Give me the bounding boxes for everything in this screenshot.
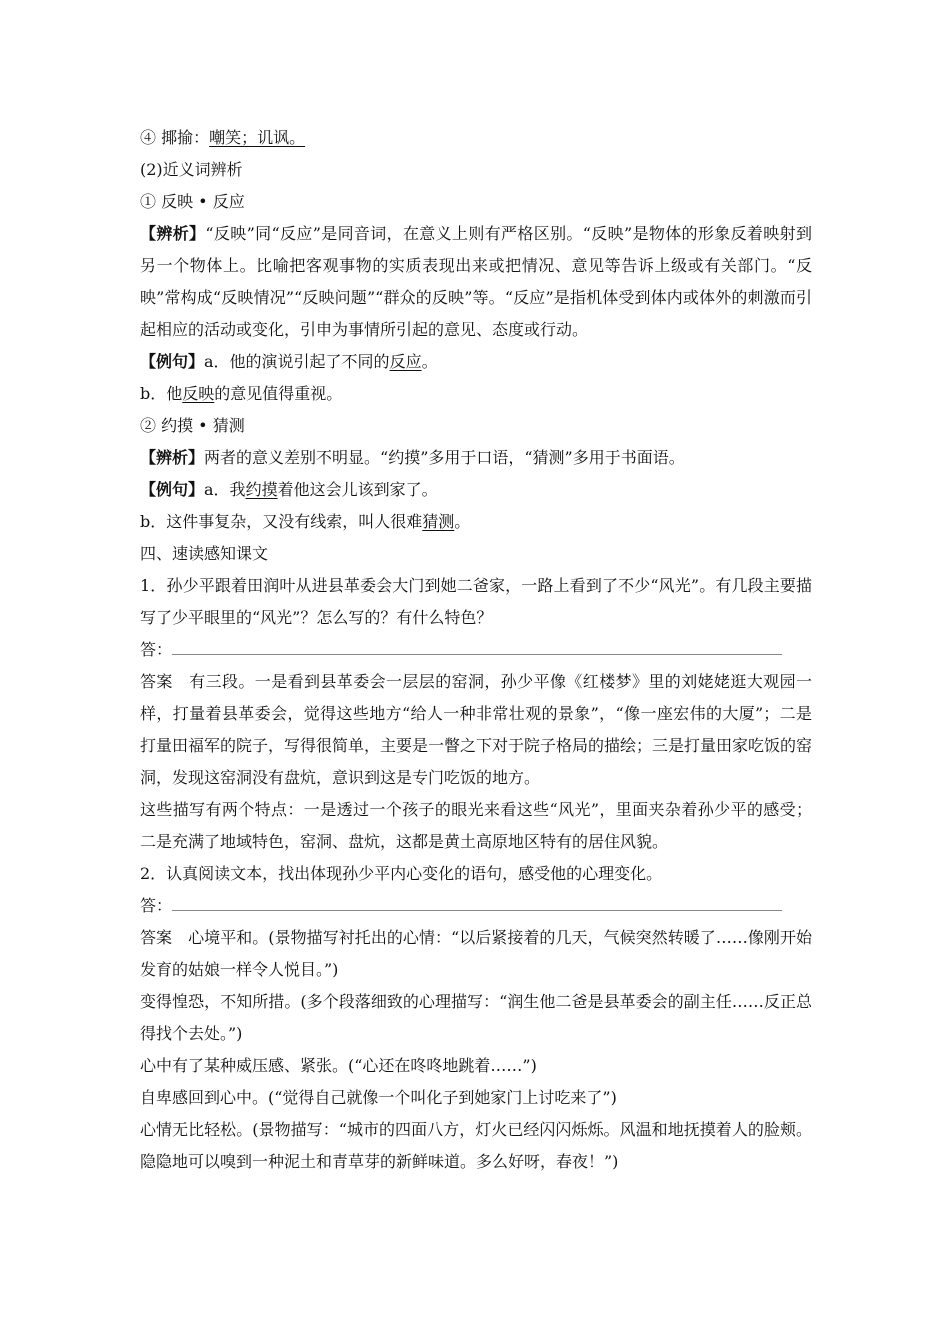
answer-line-2: 答： bbox=[140, 890, 812, 922]
answer-2-b: 变得惶恐，不知所措。(多个段落细致的心理描写：“润生他二爸是县革委会的副主任……反正总得找个去处。”) bbox=[140, 992, 812, 1043]
question-1: 1．孙少平跟着田润叶从进县革委会大门到她二爸家，一路上看到了不少“风光”。有几段主要描写了少平眼里的“风光”？怎么写的？有什么特色？ bbox=[140, 576, 812, 627]
analysis-1: 【辨析】“反映”同“反应”是同音词，在意义上则有严格区别。“反映”是物体的形象反着映射到另一个物体上。比喻把客观事物的实质表现出来或把情况、意见等告诉上级或有关部门。“反映”常构成“反映情况”“反映问题”“群众的反映”等。“反应”是指机体受到体内或体外的刺激而引起相应的活动或变化，引申为事情所引起的意见、态度或行动。 bbox=[140, 224, 812, 339]
answer-line-1: 答： bbox=[140, 634, 812, 666]
answer-2-d: 自卑感回到心中。(“觉得自己就像一个叫化子到她家门上讨吃来了”) bbox=[140, 1088, 617, 1107]
answer-2-e: 心情无比轻松。(景物描写：“城市的四面八方，灯火已经闪闪烁烁。风温和地抚摸着人的脸颊。隐隐地可以嗅到一种泥土和青草芽的新鲜味道。多么好呀，春夜！”) bbox=[140, 1120, 812, 1171]
example-2a: 【例句】a．我约摸着他这会儿该到家了。 bbox=[140, 480, 438, 499]
analysis-2: 【辨析】两者的意义差别不明显。“约摸”多用于口语，“猜测”多用于书面语。 bbox=[140, 448, 685, 467]
question-2: 2．认真阅读文本，找出体现孙少平内心变化的语句，感受他的心理变化。 bbox=[140, 864, 663, 883]
analysis-tag: 【辨析】 bbox=[140, 224, 206, 243]
synonym-pair-1: ① 反映 • 反应 bbox=[140, 192, 245, 211]
section-synonyms: (2)近义词辨析 bbox=[140, 160, 243, 179]
answer-2-c: 心中有了某种威压感、紧张。(“心还在咚咚地跳着……”) bbox=[140, 1056, 537, 1075]
document-page bbox=[140, 122, 812, 1178]
vocab-item-4: ④ 揶揄：嘲笑；讥讽。 bbox=[140, 128, 306, 147]
answer-blank[interactable] bbox=[172, 636, 782, 655]
synonym-pair-2: ② 约摸 • 猜测 bbox=[140, 416, 245, 435]
example-tag: 【例句】 bbox=[140, 352, 205, 371]
example-1b: b．他反映的意见值得重视。 bbox=[140, 384, 343, 403]
definition: 嘲笑；讥讽。 bbox=[209, 128, 306, 147]
example-2b: b．这件事复杂，又没有线索，叫人很难猜测。 bbox=[140, 512, 471, 531]
section-title-4: 四、速读感知课文 bbox=[140, 544, 269, 563]
answer-1-features: 这些描写有两个特点：一是透过一个孩子的眼光来看这些“风光”，里面夹杂着孙少平的感受；二是充满了地域特色，窑洞、盘炕，这都是黄土高原地区特有的居住风貌。 bbox=[140, 800, 812, 851]
answer-1: 答案 有三段。一是看到县革委会一层层的窑洞，孙少平像《红楼梦》里的刘姥姥逛大观园一样，打量着县革委会，觉得这些地方“给人一种非常壮观的景象”，“像一座宏伟的大厦”；二是打量田福军的院子，写得很简单，主要是一瞥之下对于院子格局的描绘；三是打量田家吃饭的窑洞，发现这窑洞没有盘炕，意识到这是专门吃饭的地方。 bbox=[140, 672, 812, 787]
example-tag: 【例句】 bbox=[140, 480, 205, 499]
example-1a: 【例句】a．他的演说引起了不同的反应。 bbox=[140, 352, 438, 371]
analysis-tag: 【辨析】 bbox=[140, 448, 205, 467]
answer-blank[interactable] bbox=[172, 892, 782, 911]
answer-2-a: 答案 心境平和。(景物描写衬托出的心情：“以后紧接着的几天，气候突然转暖了……像刚开始发育的姑娘一样令人悦目。”) bbox=[140, 928, 812, 979]
